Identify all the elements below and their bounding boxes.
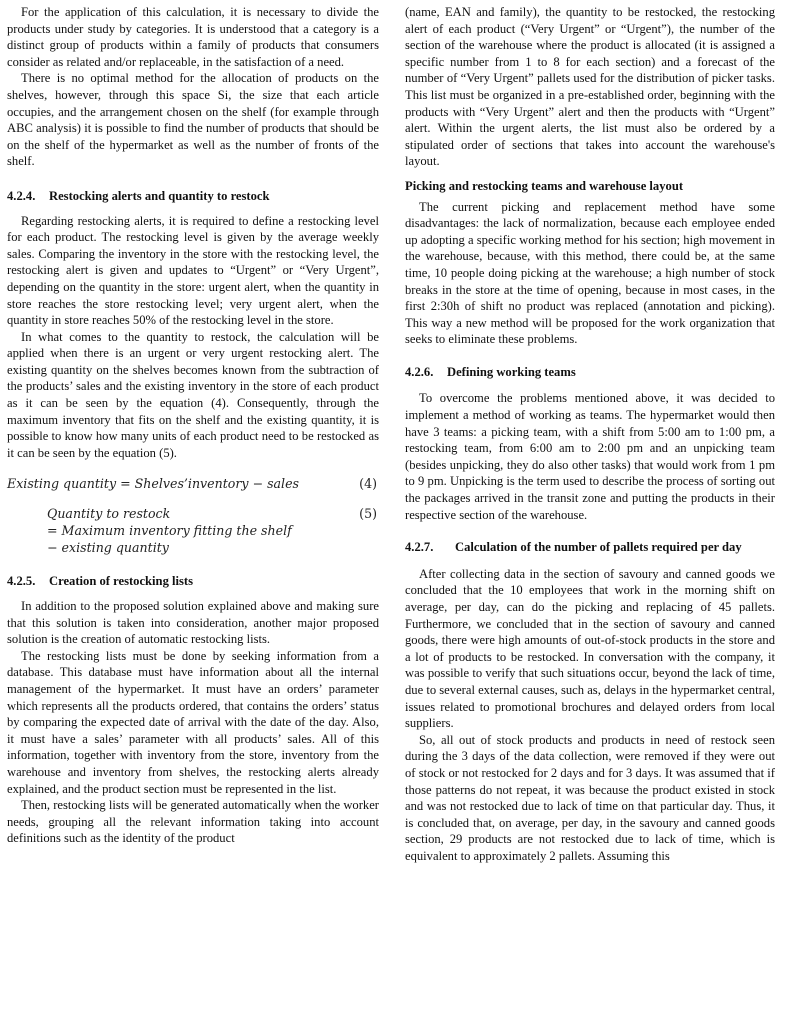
equation-4-body: Existing quantity = Shelves’inventory − sales — [7, 476, 299, 492]
section-number: 4.2.6. — [405, 364, 434, 379]
paragraph: So, all out of stock products and products in need of restock seen during the 3 days of the data collection, were removed if they were out of stock or not restocked for 2 days and for 3 days. It was assumed that if those patterns do not repeat, it was because the product existed in stock and was not restocked due to lack of time on that particular day. Thus, it is concluded that, on average, per day, in the savoury and canned goods section, 29 products are not restocked due to lack of time, which is equivalent to approximately 2 pallets. Assuming this — [405, 732, 775, 863]
equation-4-tag: (4) — [359, 476, 377, 492]
section-number: 4.2.5. — [7, 574, 36, 589]
paragraph: To overcome the problems mentioned above, it was decided to implement a method of working as teams. The hypermarket would then have 3 teams: a picking team, with a shift from 5:00 am to 1:00 pm, a restocking team, from 6:00 am to 2:00 pm and an unpicking team (besides unpicking, they do also other tasks) that would work from 1 pm to 9 pm. Unpicking is the term used to describe the process of sorting out the packages arrived in the transit zone and putting the products in their respective section of the warehouse. — [405, 391, 775, 522]
paragraph: (name, EAN and family), the quantity to be restocked, the restocking alert of each product (“Very Urgent” or “Urgent”), the number of the section of the warehouse where the product is allocated (it is assigned a specific number from 1 to 8 for each section) and a forecast of the number of “Very Urgent” pallets used for the distribution of picker tasks. This list must be organized in a pre-established order, beginning with the products with “Very Urgent” alert and then the products with “Urgent” alert. Within the urgent alerts, the list must also be ordered by a stipulated order of sections that takes into account the warehouse's layout. — [405, 5, 775, 169]
equation-5-line-1: Quantity to restock — [47, 506, 171, 522]
paragraph: Then, restocking lists will be generated automatically when the worker needs, grouping all the relevant information taking into account definitions such as the identity of the product — [7, 798, 379, 846]
paragraph: There is no optimal method for the allocation of products on the shelves, however, through this space Si, the size that each article occupies, and the arrangement chosen on the shelf (for example through ABC analysis) it is possible to find the number of products that should be on the shelf of the hypermarket as well as the number of fronts of the shelf. — [7, 71, 379, 169]
section-title: Restocking alerts and quantity to restock — [49, 188, 270, 203]
paragraph: After collecting data in the section of savoury and canned goods we concluded that the 10 employees that work in the morning shift on average, per day, can do the picking and replacing of 45 pallets. Furthermore, we concluded that in the section of savoury and canned goods, there were high amounts of out-of-stock products in the store and a lot of products to be restocked. In conversation with the company, it was possible to verify that such situations occur, beyond the lack of time, due to several external causes, such as, delays in the hypermarket central, issues related to promotional brochures and delayed orders from local suppliers. — [405, 566, 775, 731]
equation-5-line-3: − existing quantity — [47, 540, 169, 556]
equation-5-tag: (5) — [359, 506, 377, 522]
section-number: 4.2.7. — [405, 540, 434, 555]
section-heading-4-2-7 — [405, 539, 775, 556]
section-heading-4-2-6 — [405, 364, 775, 381]
equation-4 — [7, 475, 379, 495]
equation-5 — [7, 505, 379, 561]
paragraph: In addition to the proposed solution explained above and making sure that this solution is taken into consideration, another major proposed solution is the creation of automatic restocking lists. — [7, 599, 379, 647]
paragraph: The restocking lists must be done by seeking information from a database. This database must have information about all the internal management of the hypermarket. It must have an orders’ parameter which represents all the products ordered, that contains the orders’ status by comparing the expected date of arrival with the date of the day. Also, it must have a sales’ parameter with all products’ sales. All of this information, together with inventory from the store, inventory from the warehouse and inventory from shelves, the restocking alerts already explained, and the product section must be represented in the list. — [7, 648, 379, 796]
section-title: Creation of restocking lists — [49, 574, 194, 589]
left-column — [7, 4, 379, 847]
section-number: 4.2.4. — [7, 188, 36, 203]
equation-5-line-2: = Maximum inventory fitting the shelf — [47, 523, 292, 539]
right-column — [405, 4, 775, 865]
paragraph: For the application of this calculation, it is necessary to divide the products under study by categories. It is understood that a category is a distinct group of products within a family of products that consumers consider as related and/or replaceable, in the satisfaction of a need. — [7, 5, 379, 69]
subheading-picking-teams: Picking and restocking teams and warehouse layout — [405, 178, 684, 193]
section-heading-4-2-5 — [7, 573, 379, 590]
section-title: Calculation of the number of pallets required per day — [455, 540, 742, 555]
paragraph: In what comes to the quantity to restock, the calculation will be applied when there is an urgent or very urgent restocking alert. The existing quantity on the shelves becomes known from the subtraction of the products’ sales and the existing inventory in the store of each product as it can be seen by the equation (4). Consequently, through the maximum inventory that fits on the shelf and the existing quantity, it is possible to know how many units of each product need to be restocked as it can be seen by the equation (5). — [7, 329, 379, 460]
section-title: Defining working teams — [447, 364, 576, 379]
section-heading-4-2-4 — [7, 188, 379, 205]
paragraph: The current picking and replacement method have some disadvantages: the lack of normalization, because each employee ended up adopting a specific working method for his section; high movement in the warehouse, because, with this method, there could be, at the same time, 10 people doing picking at the warehouse; a high number of stock breaks in the store at the time of opening, because in most cases, in the first 2:30h of shift no product was replaced (annotation and picking). This way a new method will be proposed for the work organization that seeks to eliminate these problems. — [405, 199, 775, 347]
paragraph: Regarding restocking alerts, it is required to define a restocking level for each product. The restocking level is given by the average weekly sales. Comparing the inventory in the store with the restocking level, the restocking alert is given and updates to “Urgent” or “Very Urgent”, depending on the quantity in the store: urgent alert, when the quantity in store reaches the store restocking level; very urgent alert, when the quantity in store reaches 50% of the restocking level in the store. — [7, 213, 379, 328]
